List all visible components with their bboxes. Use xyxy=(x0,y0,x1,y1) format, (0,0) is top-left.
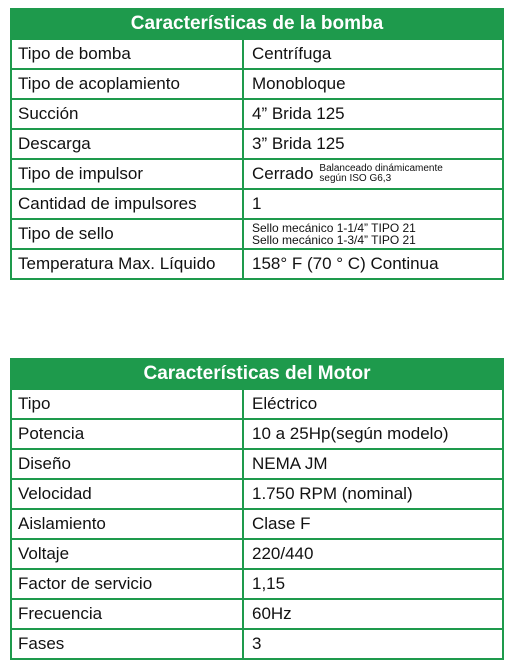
row-label: Tipo xyxy=(12,390,244,418)
motor-table-title: Características del Motor xyxy=(12,360,502,388)
table-row xyxy=(12,188,502,218)
row-label: Tipo de bomba xyxy=(12,40,244,68)
motor-characteristics-table xyxy=(10,358,504,660)
table-row xyxy=(12,568,502,598)
row-value: 1 xyxy=(252,194,262,213)
table-row xyxy=(12,538,502,568)
row-value: 3” Brida 125 xyxy=(252,134,345,153)
table-row xyxy=(12,508,502,538)
table-row xyxy=(12,478,502,508)
row-value: 3 xyxy=(252,634,262,653)
row-label: Fases xyxy=(12,630,244,658)
row-label: Descarga xyxy=(12,130,244,158)
row-label: Velocidad xyxy=(12,480,244,508)
table-row xyxy=(12,158,502,188)
row-label: Temperatura Max. Líquido xyxy=(12,250,244,278)
table-row xyxy=(12,98,502,128)
impeller-note-line2: según ISO G6,3 xyxy=(319,173,392,184)
pump-characteristics-table xyxy=(10,8,504,280)
seal-line1: Sello mecánico 1-1/4” TIPO 21 xyxy=(252,221,416,235)
row-label: Aislamiento xyxy=(12,510,244,538)
row-value-seal xyxy=(244,220,502,248)
table-row xyxy=(12,598,502,628)
table-row xyxy=(12,628,502,658)
row-value: Monobloque xyxy=(252,74,346,93)
row-value: 10 a 25Hp(según modelo) xyxy=(252,424,449,443)
table-row xyxy=(12,388,502,418)
row-value: 1,15 xyxy=(252,574,286,593)
row-value: Centrífuga xyxy=(252,44,332,63)
row-label: Factor de servicio xyxy=(12,570,244,598)
seal-line2: Sello mecánico 1-3/4” TIPO 21 xyxy=(252,233,416,247)
row-label: Tipo de impulsor xyxy=(12,160,244,188)
row-label: Tipo de acoplamiento xyxy=(12,70,244,98)
table-row xyxy=(12,68,502,98)
row-label: Diseño xyxy=(12,450,244,478)
table-row xyxy=(12,448,502,478)
row-value: Eléctrico xyxy=(252,394,318,413)
table-row xyxy=(12,218,502,248)
row-label: Cantidad de impulsores xyxy=(12,190,244,218)
row-value: NEMA JM xyxy=(252,454,328,473)
table-row xyxy=(12,128,502,158)
row-label: Succión xyxy=(12,100,244,128)
row-label: Frecuencia xyxy=(12,600,244,628)
row-value: Clase F xyxy=(252,514,311,533)
row-label: Potencia xyxy=(12,420,244,448)
row-value: 4” Brida 125 xyxy=(252,104,345,123)
row-label: Tipo de sello xyxy=(12,220,244,248)
table-row xyxy=(12,248,502,278)
row-value: 60Hz xyxy=(252,604,292,623)
row-value: 220/440 xyxy=(252,544,314,563)
table-row xyxy=(12,38,502,68)
row-label: Voltaje xyxy=(12,540,244,568)
row-value: 1.750 RPM (nominal) xyxy=(252,484,413,503)
impeller-note xyxy=(319,164,442,184)
pump-table-title: Características de la bomba xyxy=(12,10,502,38)
impeller-note-line1: Balanceado dinámicamente xyxy=(319,163,443,174)
impeller-type: Cerrado xyxy=(252,164,314,183)
row-value-impeller xyxy=(244,160,502,188)
row-value: 158° F (70 ° C) Continua xyxy=(252,254,439,273)
table-row xyxy=(12,418,502,448)
